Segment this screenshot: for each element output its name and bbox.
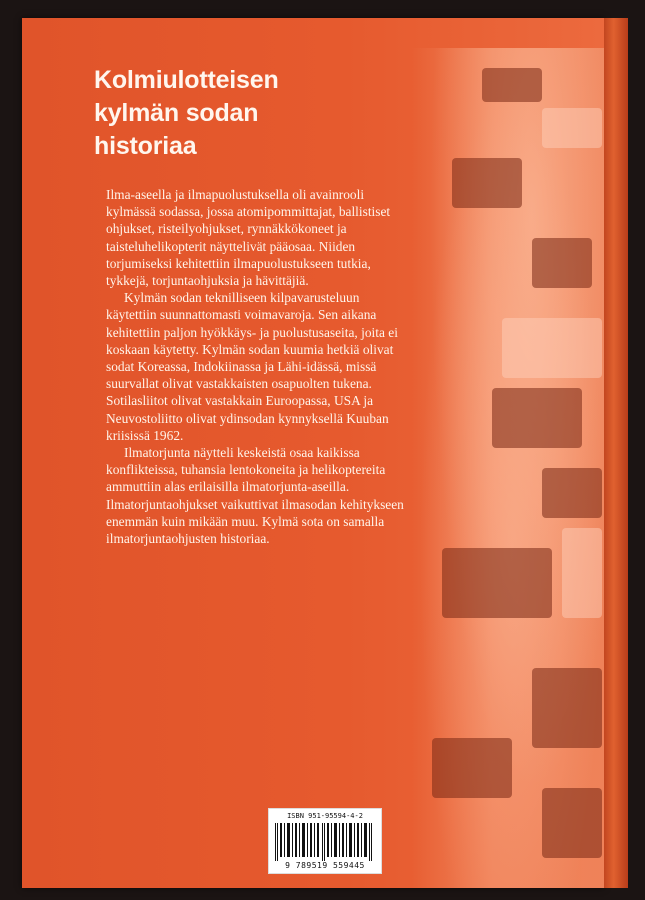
blurb-paragraph: Ilmatorjunta näytteli keskeistä osaa kaikissa konflikteissa, tuhansia lentokoneita ja helikoptereita ammuttiin alas erilaisilla ilmatorjunta-aseilla. Ilmatorjuntaohjukset vaikuttivat ilmasodan kehitykseen enemmän kuin mikään muu. Kylmä sota on samalla ilmatorjuntaohjusten historiaa.	[106, 445, 404, 547]
cover-blurb	[106, 186, 406, 547]
isbn-barcode	[268, 808, 382, 874]
book-back-cover	[22, 18, 604, 888]
ean-number: 9 789519 559445	[285, 861, 365, 870]
book-spine	[604, 18, 628, 888]
blurb-paragraph: Kylmän sodan teknilliseen kilpavarusteluun käytettiin suunnattomasti voimavaroja. Sen aikana kehitettiin paljon hyökkäys- ja puolustusaseita, joita ei koskaan käytetty. Kylmän sodan kuumia hetkiä olivat sodat Koreassa, Indokiinassa ja Lähi-idässä, missä suurvallat olivat vastakkaisten osapuolten tukena. Sotilasliitot olivat vastakkain Euroopassa, USA ja Neuvostoliitto olivat ydinsodan kynnyksellä Kuuban kriisissä 1962.	[106, 290, 398, 443]
blurb-paragraph: Ilma-aseella ja ilmapuolustuksella oli avainrooli kylmässä sodassa, jossa atomipommittajat, ballistiset ohjukset, risteilyohjukset, rynnäkkökoneet ja taisteluhelikopterit näyttelivät pääosaa. Niiden torjumiseksi kehitettiin ilmapuolustukseen tutkia, tykkejä, torjuntaohjuksia ja hävittäjiä.	[106, 187, 391, 289]
title-line: Kolmiulotteisen	[94, 66, 279, 94]
military-vehicles-photo	[412, 48, 604, 888]
isbn-number: ISBN 951-95594-4-2	[287, 812, 363, 820]
barcode-bars-icon	[275, 823, 375, 861]
title-line: historiaa	[94, 132, 197, 160]
title-line: kylmän sodan	[94, 99, 259, 127]
cover-title	[94, 64, 279, 163]
